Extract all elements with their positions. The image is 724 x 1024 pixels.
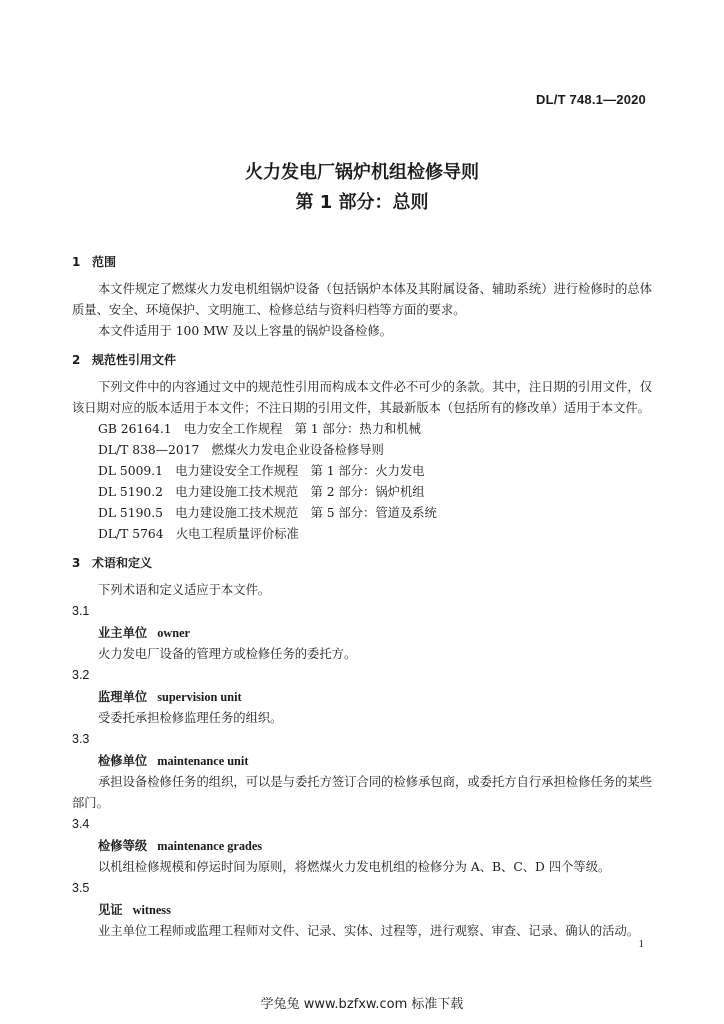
term-number: 3.4 [72, 817, 90, 831]
section-number: 2 [72, 353, 81, 367]
section-number: 1 [72, 255, 81, 269]
standard-number: DL/T 748.1—2020 [536, 92, 646, 107]
term-english: maintenance grades [157, 839, 263, 853]
term-heading [72, 686, 652, 708]
term-number: 3.5 [72, 881, 90, 895]
section-title: 术语和定义 [92, 556, 153, 570]
term-definition: 火力发电厂设备的管理方或检修任务的委托方。 [98, 647, 357, 661]
reference-item: DL 5009.1 电力建设安全工作规程 第 1 部分：火力发电 [98, 464, 425, 478]
term-heading [72, 622, 652, 644]
paragraph: 下列文件中的内容通过文中的规范性引用而构成本文件必不可少的条款。其中，注日期的引用文件，仅该日期对应的版本适用于本文件；不注日期的引用文件，其最新版本（包括所有的修改单）适用于本文件。 [72, 380, 652, 415]
section-heading-references [72, 350, 652, 371]
document-body [72, 252, 652, 942]
term-chinese: 检修单位 [98, 753, 148, 768]
term-definition: 业主单位工程师或监理工程师对文件、记录、实体、过程等，进行观察、审查、记录、确认的活动。 [98, 924, 640, 938]
reference-item: DL/T 5764 火电工程质量评价标准 [98, 527, 299, 541]
term-english: maintenance unit [157, 754, 249, 768]
paragraph: 本文件规定了燃煤火力发电机组锅炉设备（包括锅炉本体及其附属设备、辅助系统）进行检修时的总体质量、安全、环境保护、文明施工、检修总结与资料归档等方面的要求。 [72, 282, 652, 317]
section-title: 范围 [92, 255, 117, 269]
section-title: 规范性引用文件 [92, 353, 177, 367]
paragraph: 下列术语和定义适应于本文件。 [98, 583, 271, 597]
section-heading-scope [72, 252, 652, 273]
watermark-text: 学兔兔 www.bzfxw.com 标准下载 [260, 997, 464, 1012]
term-english: owner [157, 626, 190, 640]
reference-item: DL 5190.5 电力建设施工技术规范 第 5 部分：管道及系统 [98, 506, 437, 520]
term-english: supervision unit [157, 690, 242, 704]
term-number: 3.1 [72, 604, 90, 618]
term-definition: 受委托承担检修监理任务的组织。 [98, 711, 283, 725]
document-title: 火力发电厂锅炉机组检修导则 [245, 162, 479, 183]
term-heading [72, 899, 652, 921]
term-chinese: 检修等级 [98, 838, 148, 853]
term-heading [72, 750, 652, 772]
section-number: 3 [72, 556, 81, 570]
page-number: 1 [638, 938, 644, 950]
term-definition: 以机组检修规模和停运时间为原则，将燃煤火力发电机组的检修分为 A、B、C、D 四个等级。 [98, 860, 611, 874]
reference-item: DL/T 838—2017 燃煤火力发电企业设备检修导则 [98, 443, 384, 457]
paragraph: 本文件适用于 100 MW 及以上容量的锅炉设备检修。 [98, 324, 393, 338]
section-heading-terms [72, 553, 652, 574]
term-heading [72, 835, 652, 857]
reference-item: DL 5190.2 电力建设施工技术规范 第 2 部分：锅炉机组 [98, 485, 425, 499]
reference-item: GB 26164.1 电力安全工作规程 第 1 部分：热力和机械 [98, 422, 421, 436]
term-english: witness [132, 903, 171, 917]
document-subtitle: 第 1 部分：总则 [295, 192, 429, 213]
term-number: 3.2 [72, 668, 90, 682]
term-chinese: 见证 [98, 902, 123, 917]
term-chinese: 监理单位 [98, 689, 148, 704]
term-number: 3.3 [72, 732, 90, 746]
term-chinese: 业主单位 [98, 625, 148, 640]
term-definition: 承担设备检修任务的组织，可以是与委托方签订合同的检修承包商，或委托方自行承担检修任务的某些部门。 [72, 775, 652, 810]
